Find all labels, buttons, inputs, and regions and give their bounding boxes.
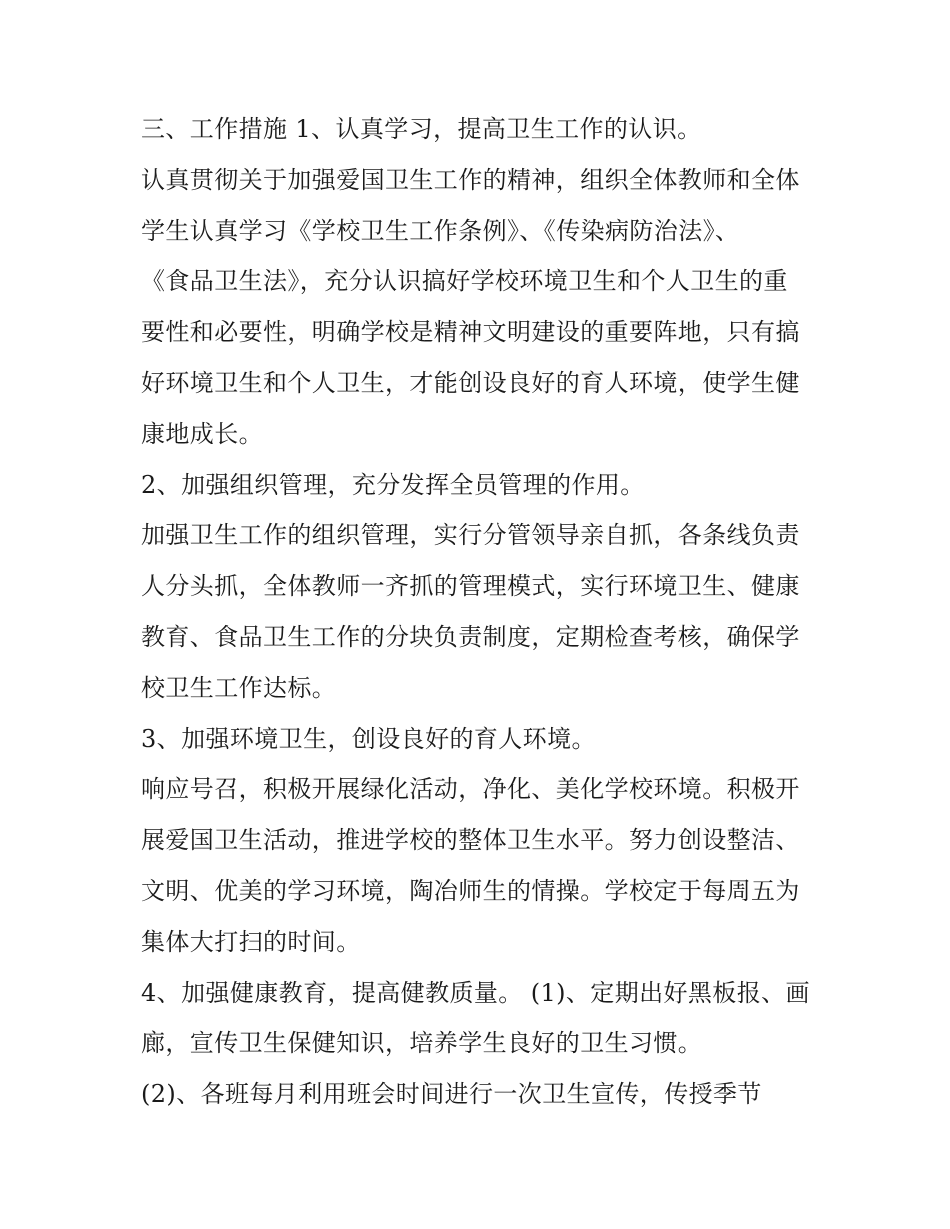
- paragraph-line: (2)、各班每月利用班会时间进行一次卫生宣传，传授季节: [141, 1080, 762, 1109]
- paragraph-line: 要性和必要性，明确学校是精神文明建设的重要阵地，只有搞: [141, 318, 800, 347]
- paragraph-line: 人分头抓，全体教师一齐抓的管理模式，实行环境卫生、健康: [141, 572, 800, 601]
- paragraph-line: 廊，宣传卫生保健知识，培养学生良好的卫生习惯。: [141, 1029, 703, 1058]
- paragraph-line: 学生认真学习《学校卫生工作条例》、《传染病防治法》、: [141, 216, 740, 245]
- section-heading-line: 三、工作措施 1、认真学习，提高卫生工作的认识。: [141, 115, 702, 143]
- paragraph-line: 加强卫生工作的组织管理，实行分管领导亲自抓，各条线负责: [141, 521, 800, 550]
- section-heading-line: 2、加强组织管理，充分发挥全员管理的作用。: [141, 470, 645, 499]
- paragraph-line: 响应号召，积极开展绿化活动，净化、美化学校环境。积极开: [141, 775, 800, 804]
- document-body: [141, 104, 821, 1120]
- section-heading-line: 3、加强环境卫生，创设良好的育人环境。: [141, 724, 596, 753]
- paragraph-line: 教育、食品卫生工作的分块负责制度，定期检查考核，确保学: [141, 622, 800, 651]
- paragraph-line: 展爱国卫生活动，推进学校的整体卫生水平。努力创设整洁、: [141, 826, 800, 855]
- paragraph-line: 好环境卫生和个人卫生，才能创设良好的育人环境，使学生健: [141, 368, 800, 397]
- section-heading-line: 4、加强健康教育，提高健教质量。 (1)、定期出好黑板报、画: [141, 978, 810, 1007]
- paragraph-line: 校卫生工作达标。: [141, 673, 337, 702]
- paragraph-line: 《食品卫生法》，充分认识搞好学校环境卫生和个人卫生的重: [141, 267, 788, 296]
- paragraph-line: 康地成长。: [141, 419, 263, 448]
- paragraph-line: 文明、优美的学习环境，陶冶师生的情操。学校定于每周五为: [141, 876, 800, 905]
- paragraph-line: 认真贯彻关于加强爱国卫生工作的精神，组织全体教师和全体: [141, 165, 800, 194]
- paragraph-line: 集体大打扫的时间。: [141, 927, 361, 956]
